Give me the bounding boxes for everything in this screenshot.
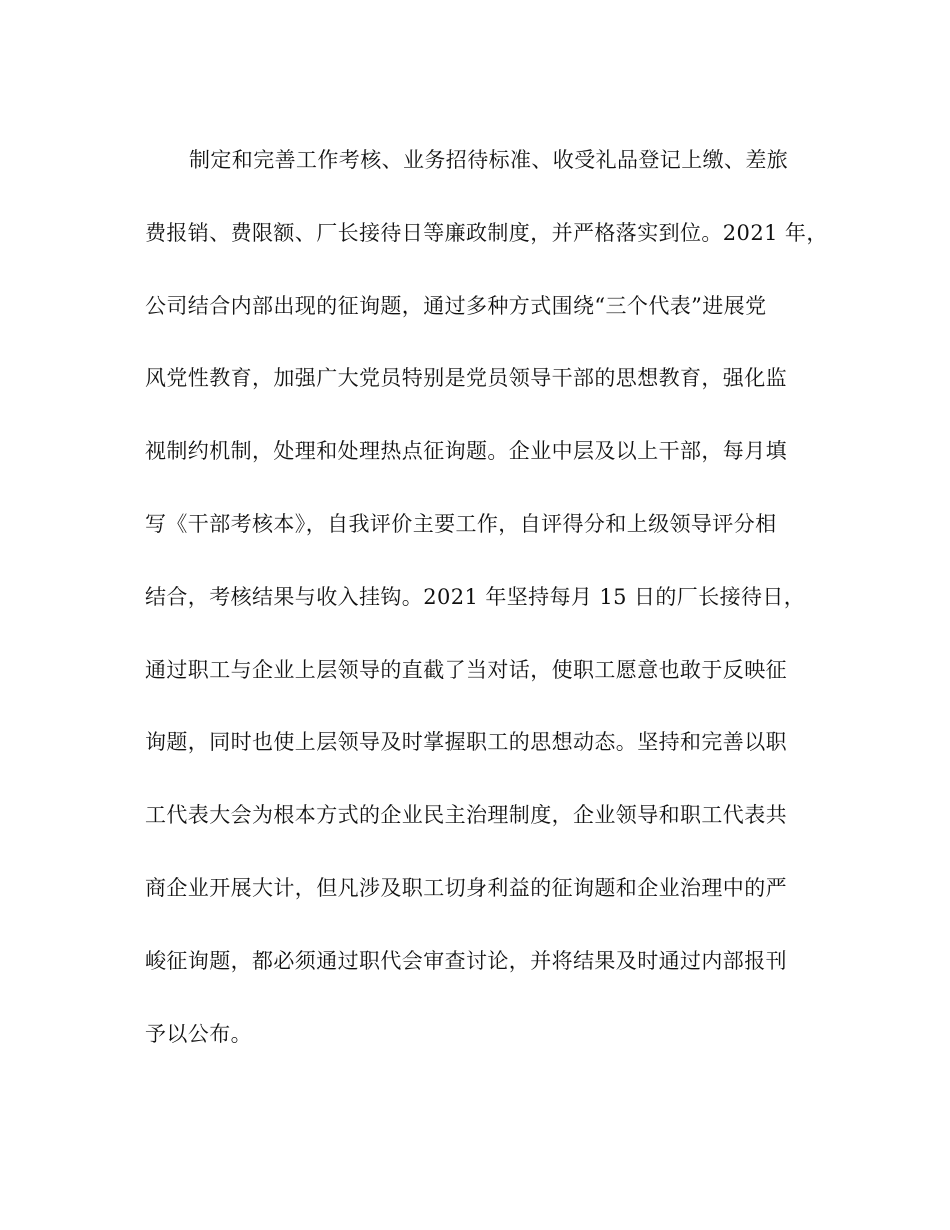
paragraph-line-7: 结合，考核结果与收入挂钩。2021 年坚持每月 15 日的厂长接待日， (145, 584, 806, 609)
paragraph-line-9: 询题，同时也使上层领导及时掌握职工的思想动态。坚持和完善以职 (145, 730, 787, 755)
paragraph-line-3: 公司结合内部出现的征询题，通过多种方式围绕“三个代表”进展党 (145, 293, 767, 318)
paragraph-line-10: 工代表大会为根本方式的企业民主治理制度，企业领导和职工代表共 (145, 803, 787, 828)
paragraph-line-8: 通过职工与企业上层领导的直截了当对话，使职工愿意也敢于反映征 (145, 657, 787, 682)
paragraph-line-1: 制定和完善工作考核、业务招待标准、收受礼品登记上缴、差旅 (189, 148, 789, 172)
paragraph (145, 138, 828, 1084)
paragraph-line-4: 风党性教育，加强广大党员特别是党员领导干部的思想教育，强化监 (145, 366, 787, 391)
paragraph-line-12: 峻征询题，都必须通过职代会审查讨论，并将结果及时通过内部报刊 (145, 948, 787, 973)
paragraph-line-6: 写《干部考核本》，自我评价主要工作，自评得分和上级领导评分相 (145, 511, 777, 536)
paragraph-line-11: 商企业开展大计，但凡涉及职工切身利益的征询题和企业治理中的严 (145, 875, 787, 900)
paragraph-line-5: 视制约机制，处理和处理热点征询题。企业中层及以上干部，每月填 (145, 439, 787, 464)
paragraph-line-13: 予以公布。 (145, 1021, 252, 1046)
paragraph-line-2: 费报销、费限额、厂长接待日等廉政制度，并严格落实到位。2021 年， (145, 220, 828, 245)
